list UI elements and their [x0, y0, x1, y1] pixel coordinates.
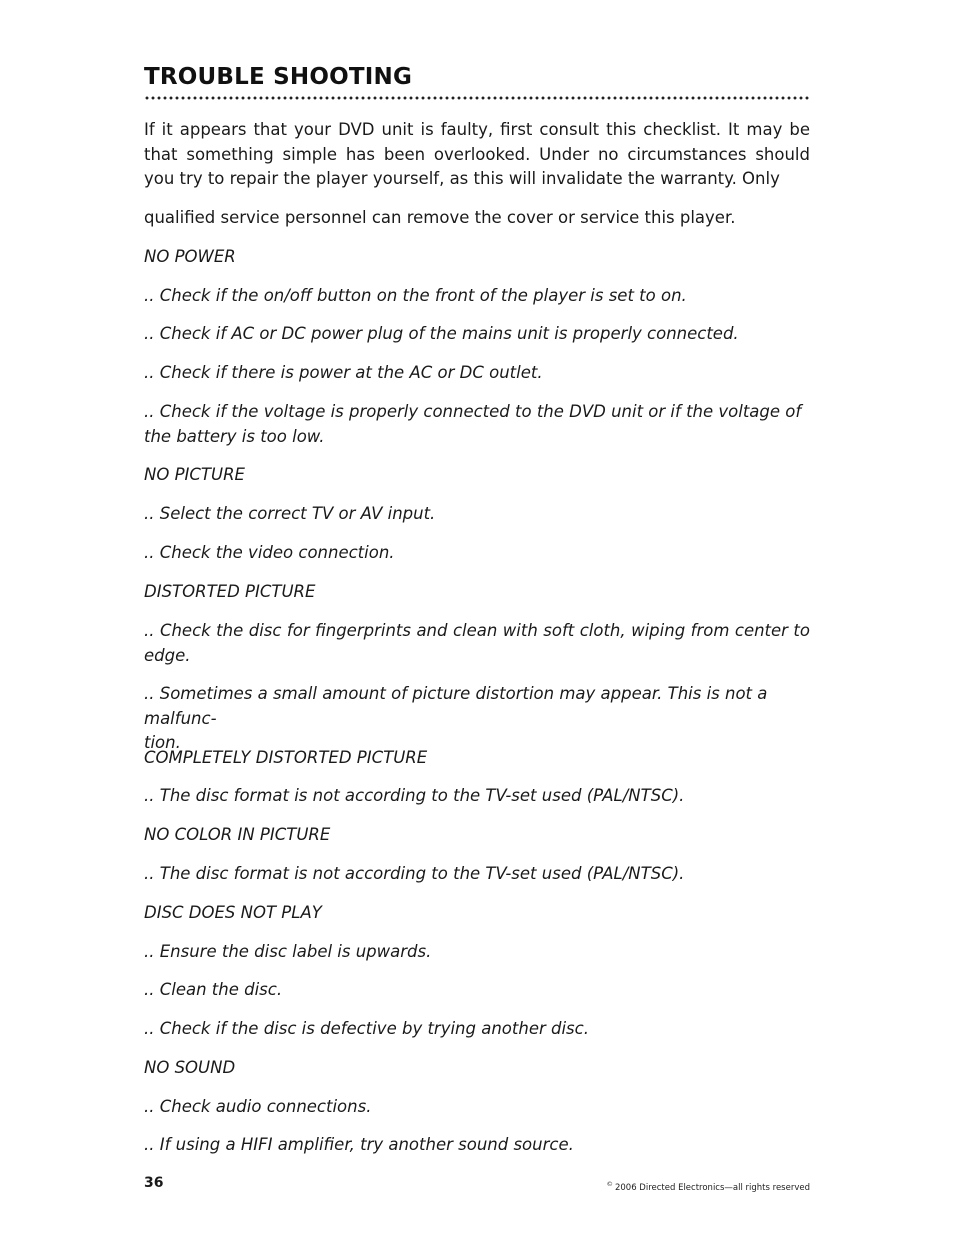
checklist-item: .. Select the correct TV or AV input.	[144, 504, 436, 523]
section-heading-no-sound: NO SOUND	[144, 1058, 236, 1077]
checklist-item: .. Clean the disc.	[144, 980, 283, 999]
copyright-notice: © 2006 Directed Electronics—all rights reserved	[606, 1180, 810, 1193]
checklist-item: .. The disc format is not according to the TV-set used (PAL/NTSC).	[144, 786, 685, 805]
page-number: 36	[144, 1175, 164, 1191]
checklist-item: .. Check audio connections.	[144, 1097, 372, 1116]
checklist-item: .. Check if there is power at the AC or DC outlet.	[144, 363, 543, 382]
checklist-item: .. Check the video connection.	[144, 543, 395, 562]
dotted-rule	[144, 95, 810, 101]
checklist-item: .. Sometimes a small amount of picture distortion may appear. This is not a malfunc- tion.	[144, 684, 768, 753]
checklist-item: .. Check the disc for fingerprints and clean with soft cloth, wiping from center to edge.	[144, 621, 810, 665]
section-heading-no-power: NO POWER	[144, 247, 236, 266]
copyright-symbol: ©	[606, 1180, 613, 1188]
checklist-item: .. Check if AC or DC power plug of the mains unit is properly connected.	[144, 324, 739, 343]
checklist-item: .. Check if the on/off button on the front of the player is set to on.	[144, 286, 687, 305]
section-heading-no-color: NO COLOR IN PICTURE	[144, 825, 331, 844]
section-heading-completely-distorted: COMPLETELY DISTORTED PICTURE	[144, 748, 428, 767]
section-heading-distorted-picture: DISTORTED PICTURE	[144, 582, 316, 601]
checklist-item: .. Check if the voltage is properly connected to the DVD unit or if the voltage of the battery is too low.	[144, 402, 802, 446]
checklist-item: .. Check if the disc is defective by trying another disc.	[144, 1019, 589, 1038]
checklist-item: .. If using a HIFI amplifier, try another sound source.	[144, 1135, 574, 1154]
intro-paragraph: If it appears that your DVD unit is faulty, first consult this checklist. It may be that something simple has been overlooked. Under no circumstances should you try to repair the player yourself, as this will invalidate the warranty. Only	[144, 120, 810, 189]
intro-continuation: qualified service personnel can remove the cover or service this player.	[144, 208, 736, 227]
section-heading-disc-does-not-play: DISC DOES NOT PLAY	[144, 903, 322, 922]
section-heading-no-picture: NO PICTURE	[144, 465, 245, 484]
checklist-item: .. Ensure the disc label is upwards.	[144, 942, 432, 961]
page-title: TROUBLE SHOOTING	[144, 64, 413, 90]
checklist-item: .. The disc format is not according to the TV-set used (PAL/NTSC).	[144, 864, 685, 883]
